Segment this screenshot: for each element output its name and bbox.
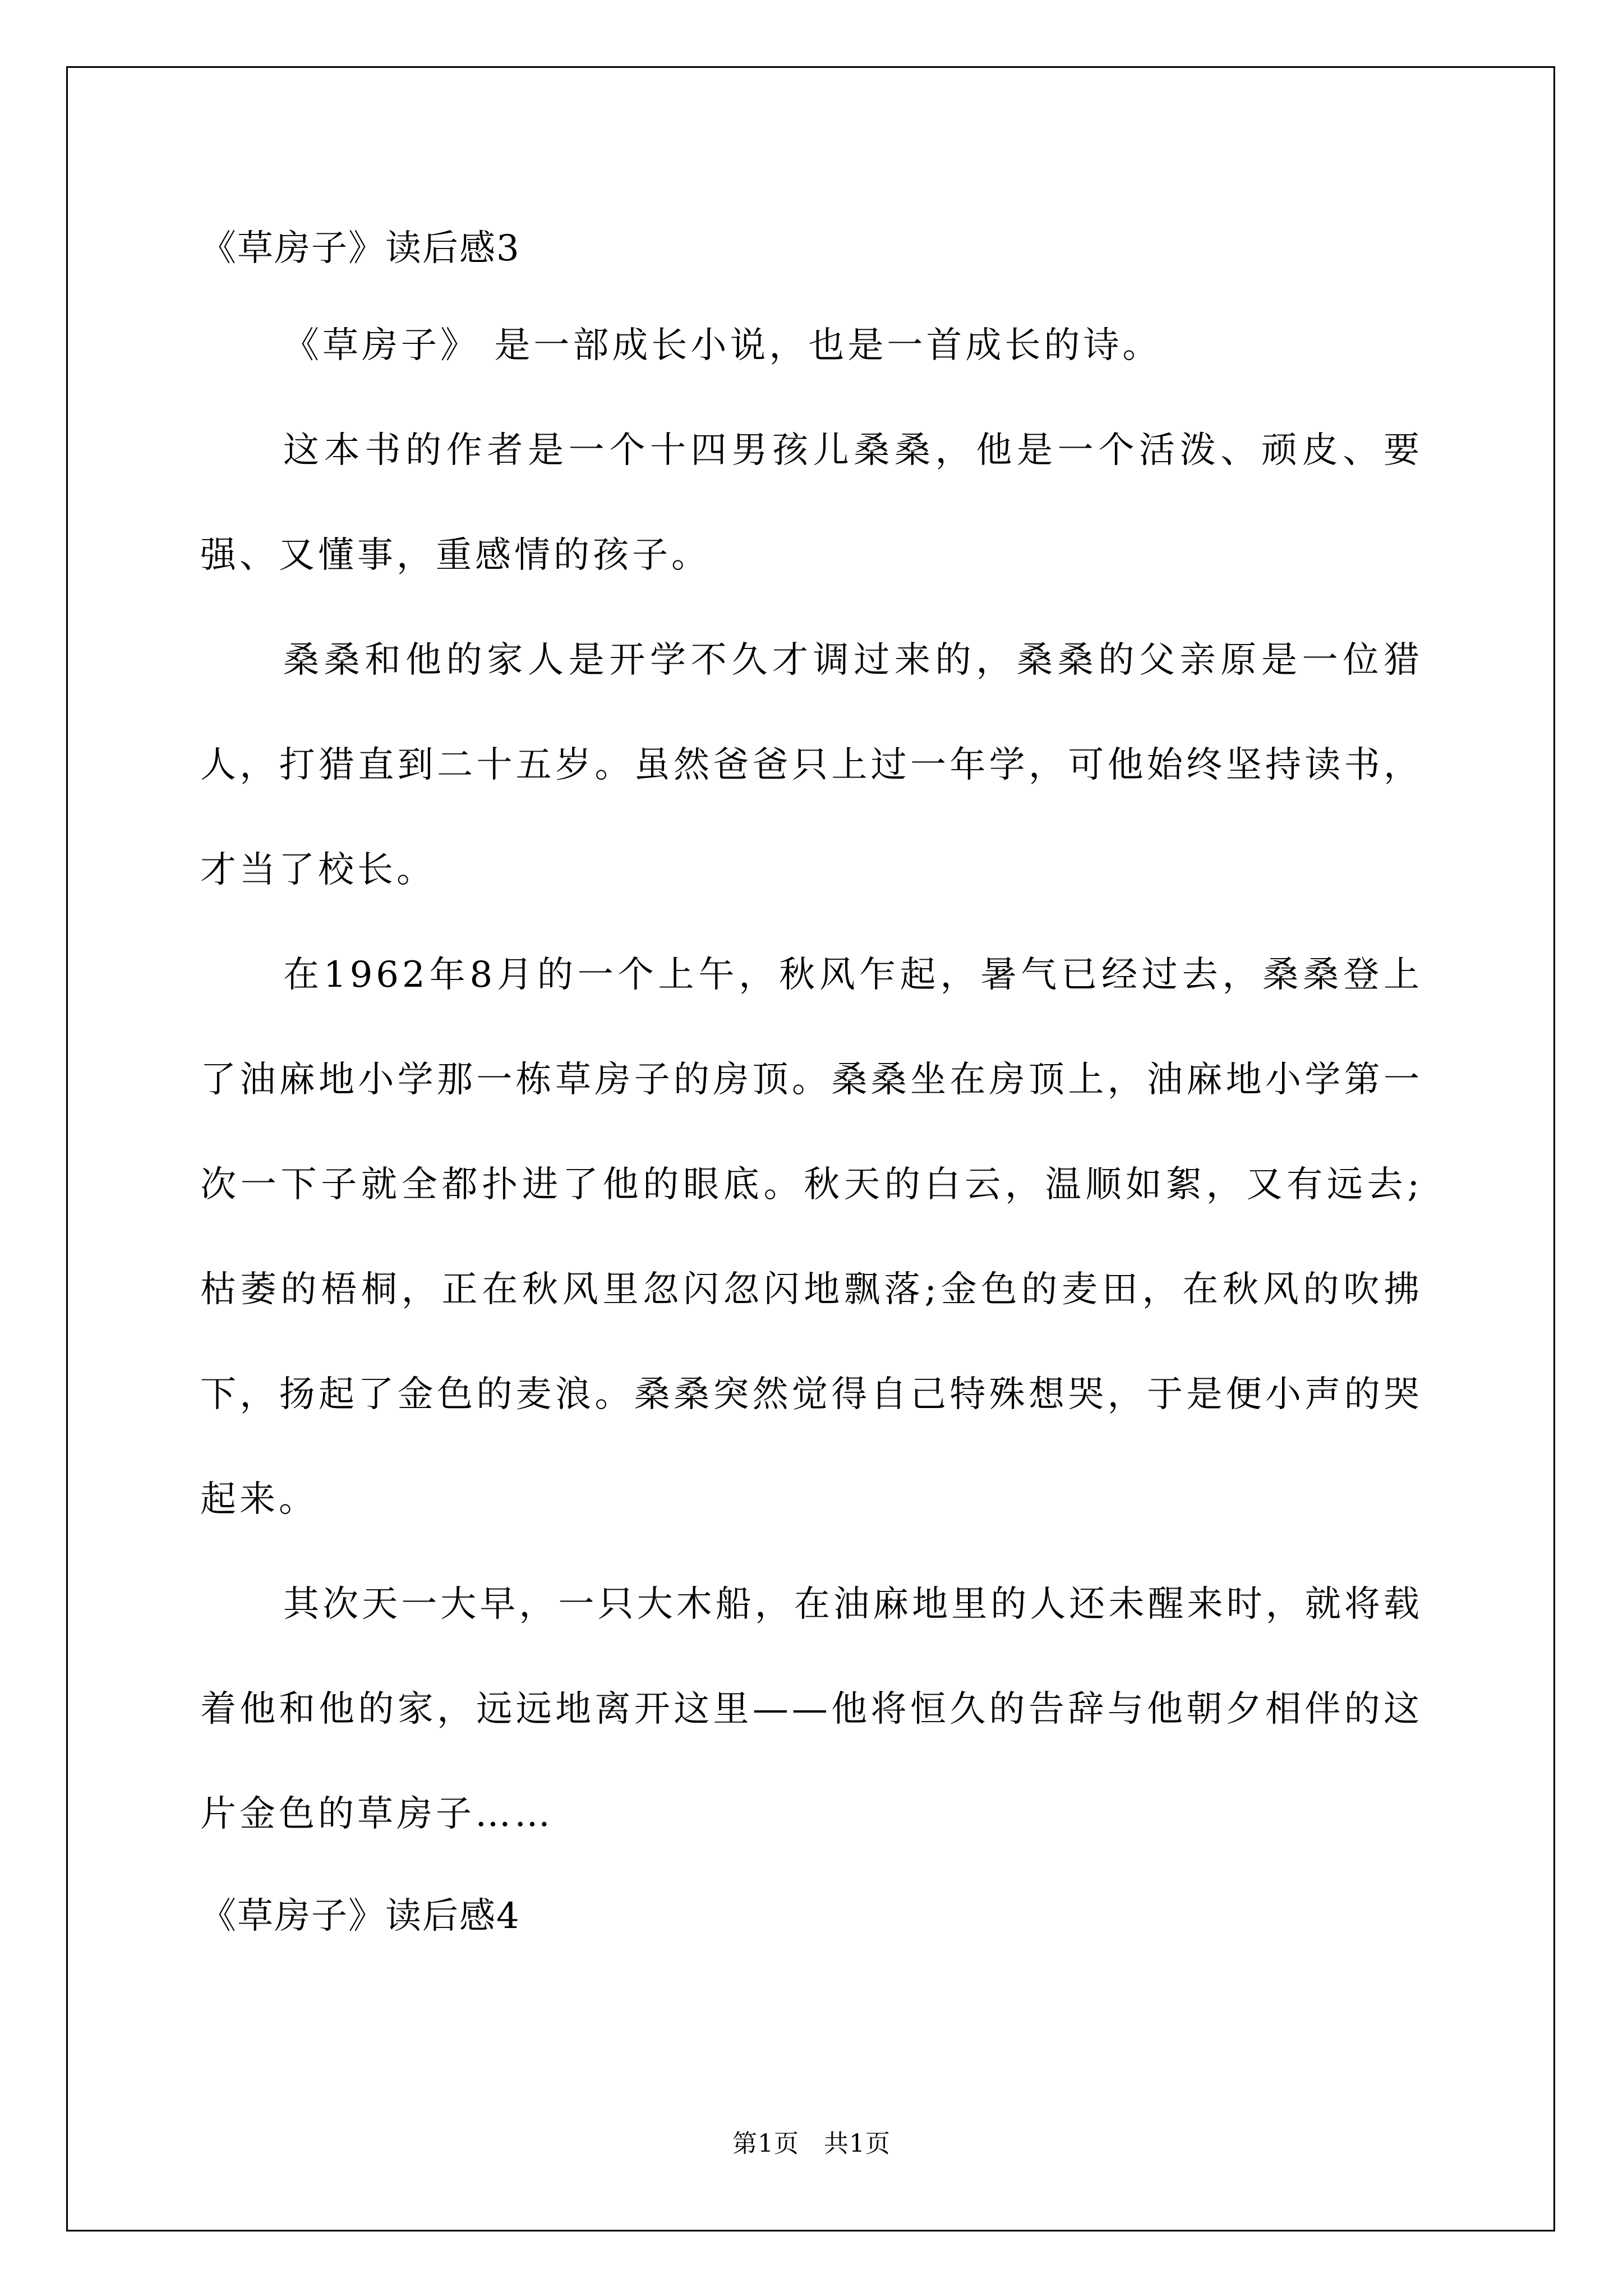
page-footer	[0, 2127, 1623, 2161]
paragraph: 《草房子》 是一部成长小说，也是一首成长的诗。	[283, 325, 1162, 366]
paragraph: 这本书的作者是一个十四男孩儿桑桑，他是一个活泼、顽皮、要强、又懂事，重感情的孩子。	[200, 430, 1423, 576]
document-body	[200, 222, 1423, 1943]
paragraph: 桑桑和他的家人是开学不久才调过来的，桑桑的父亲原是一位猎人，打猎直到二十五岁。虽然爸爸只上过一年学，可他始终坚持读书，才当了校长。	[200, 639, 1423, 891]
section-heading: 《草房子》读后感4	[200, 1895, 520, 1937]
paragraph: 其次天一大早，一只大木船，在油麻地里的人还未醒来时，就将载着他和他的家，远远地离开这里——他将恒久的告辞与他朝夕相伴的这片金色的草房子……	[200, 1584, 1423, 1835]
paragraph: 在1962年8月的一个上午，秋风乍起，暑气已经过去，桑桑登上了油麻地小学那一栋草房子的房顶。桑桑坐在房顶上，油麻地小学第一次一下子就全都扑进了他的眼底。秋天的白云，温顺如絮，又有远去;枯萎的梧桐，正在秋风里忽闪忽闪地飘落;金色的麦田，在秋风的吹拂下，扬起了金色的麦浪。桑桑突然觉得自己特殊想哭，于是便小声的哭起来。	[200, 954, 1423, 1520]
section-heading: 《草房子》读后感3	[200, 228, 520, 269]
page-number: 第1页	[732, 2129, 799, 2158]
page-count: 共1页	[824, 2129, 891, 2158]
